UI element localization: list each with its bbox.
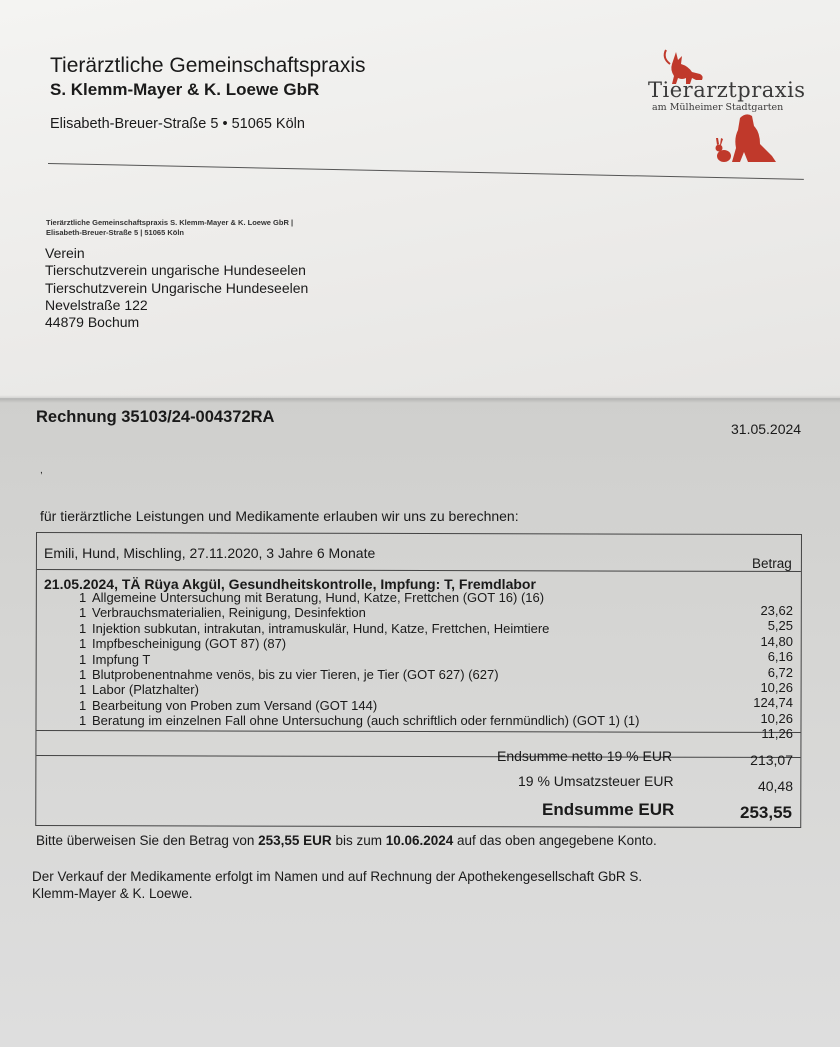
netto-value: 213,07 (750, 752, 793, 768)
table-header-divider (37, 569, 801, 572)
practice-logo (648, 48, 806, 173)
payment-post: auf das oben angegebene Konto. (453, 833, 657, 848)
item-quantity: 1 (79, 620, 87, 636)
sender-return-address (46, 218, 293, 238)
item-amount: 6,16 (767, 649, 793, 665)
recipient-line: 44879 Bochum (45, 314, 140, 331)
item-amount: 10,26 (760, 710, 793, 726)
recipient-line: Tierschutzverein ungarische Hundeseelen (45, 262, 306, 279)
amount-column-header: Betrag (752, 556, 792, 571)
item-description: Beratung im einzelnen Fall ohne Untersuchung (auch schriftlich oder fernmündlich) (GOT 1) (1) (92, 713, 640, 729)
netto-label: Endsumme netto 19 % EUR (497, 748, 673, 764)
logo-subtitle: am Mülheimer Stadtgarten (652, 102, 784, 113)
recipient-address (45, 245, 308, 331)
item-description: Injektion subkutan, intrakutan, intramuskulär, Hund, Katze, Frettchen, Heimtiere (92, 620, 550, 636)
recipient-line: Verein (45, 245, 85, 261)
table-items-divider (36, 730, 800, 733)
visit-info: 21.05.2024, TÄ Rüya Akgül, Gesundheitskontrolle, Impfung: T, Fremdlabor (44, 576, 536, 592)
item-amount: 14,80 (760, 633, 793, 649)
payment-amount: 253,55 EUR (258, 833, 332, 848)
item-amount: 124,74 (753, 695, 793, 711)
item-description: Allgemeine Untersuchung mit Beratung, Hund, Katze, Frettchen (GOT 16) (16) (92, 590, 545, 605)
payment-due-date: 10.06.2024 (385, 833, 454, 848)
paper-fold (0, 395, 840, 403)
item-amount: 5,25 (767, 618, 793, 634)
practice-owners: S. Klemm-Mayer & K. Loewe GbR (50, 80, 320, 99)
item-amount: 6,72 (767, 664, 793, 680)
payment-pre: Bitte überweisen Sie den Betrag von (36, 833, 259, 848)
stray-mark: , (40, 465, 43, 476)
payment-instruction (36, 833, 657, 848)
recipient-line: Tierschutzverein Ungarische Hundeseelen (45, 279, 309, 296)
item-quantity: 1 (79, 682, 87, 698)
practice-address: Elisabeth-Breuer-Straße 5 • 51065 Köln (50, 116, 305, 132)
item-description: Verbrauchsmaterialien, Reinigung, Desinfektion (92, 605, 366, 621)
note-line-2: Klemm-Mayer & K. Loewe. (32, 886, 193, 901)
item-amount: 11,26 (761, 726, 793, 742)
item-description: Impfung T (92, 651, 151, 667)
total-value: 253,55 (740, 803, 792, 822)
item-description: Labor (Platzhalter) (92, 682, 199, 698)
sender-line-2: Elisabeth-Breuer-Straße 5 | 51065 Köln (46, 228, 184, 237)
vat-label: 19 % Umsatzsteuer EUR (518, 773, 674, 789)
table-netto-divider (36, 755, 800, 758)
medication-note (32, 868, 642, 902)
payment-mid: bis zum (331, 833, 386, 848)
invoice-intro: für tierärztliche Leistungen und Medikamente erlauben wir uns zu berechnen: (40, 508, 519, 524)
item-quantity: 1 (79, 590, 87, 605)
item-amount: 10,26 (760, 680, 793, 695)
sender-line-1: Tierärztliche Gemeinschaftspraxis S. Klemm-Mayer & K. Loewe GbR | (46, 218, 294, 227)
item-amount: 23,62 (760, 603, 793, 618)
note-line-1: Der Verkauf der Medikamente erfolgt im Namen und auf Rechnung der Apothekengesellschaft GbR S. (32, 869, 643, 884)
item-quantity: 1 (79, 713, 87, 729)
patient-info: Emili, Hund, Mischling, 27.11.2020, 3 Jahre 6 Monate (44, 545, 376, 561)
practice-name: Tierärztliche Gemeinschaftspraxis (50, 54, 366, 77)
logo-title: Tierarztpraxis (648, 78, 806, 102)
invoice-date: 31.05.2024 (731, 421, 802, 437)
dog-icon (732, 114, 776, 162)
item-quantity: 1 (79, 605, 87, 621)
vat-value: 40,48 (757, 778, 793, 794)
invoice-title: Rechnung 35103/24-004372RA (36, 408, 275, 426)
total-label: Endsumme EUR (542, 800, 675, 819)
recipient-line: Nevelstraße 122 (45, 296, 148, 313)
item-quantity: 1 (79, 651, 87, 667)
item-quantity: 1 (79, 636, 87, 652)
item-quantity: 1 (79, 697, 87, 713)
rabbit-icon (716, 138, 732, 162)
item-description: Blutprobenentnahme venös, bis zu vier Tieren, je Tier (GOT 627) (627) (92, 667, 499, 682)
item-quantity: 1 (79, 667, 87, 682)
item-description: Bearbeitung von Proben zum Versand (GOT 144) (92, 697, 378, 713)
item-description: Impfbescheinigung (GOT 87) (87) (92, 636, 287, 652)
